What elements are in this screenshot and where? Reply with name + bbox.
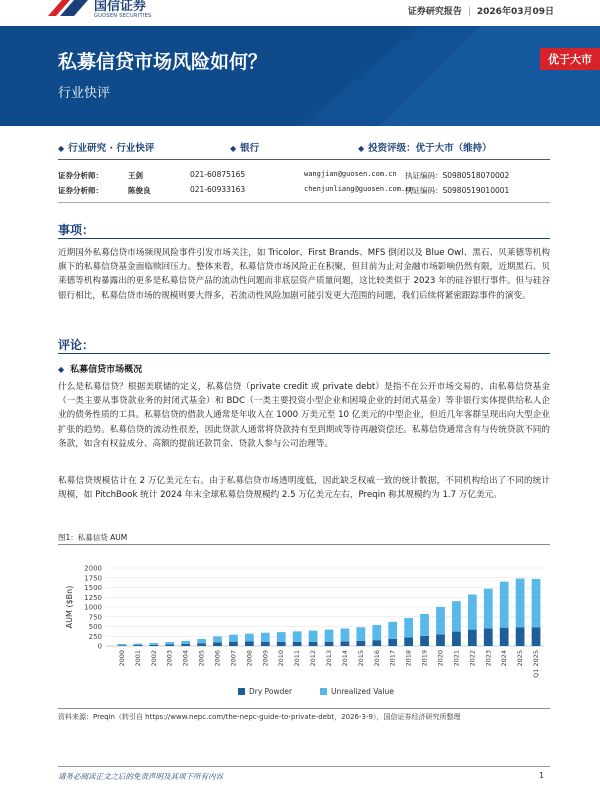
report-meta: 证券研究报告 | 2026年03月09日 xyxy=(407,7,554,17)
bar-dry-powder xyxy=(118,645,127,646)
bar-dry-powder xyxy=(341,641,350,646)
x-tick-label: 2020 xyxy=(436,650,445,667)
footer-rule xyxy=(58,766,550,767)
analyst-email: wangjian@guosen.com.cn xyxy=(304,170,397,178)
x-tick-label: 2014 xyxy=(340,650,349,667)
y-axis-label: AUM ($Bn) xyxy=(65,585,74,629)
divider xyxy=(58,202,550,203)
x-tick-label: 2025 xyxy=(516,650,525,667)
y-tick-label: 750 xyxy=(88,613,102,622)
legend-swatch xyxy=(238,688,245,695)
x-tick-label: 2023 xyxy=(484,650,493,667)
rating-badge: 优于大市 xyxy=(540,48,600,70)
legend-label: Unrealized Value xyxy=(331,687,394,696)
diamond-icon: ◆ xyxy=(230,144,237,153)
category-rating: ◆ 投资评级：优于大市（维持） xyxy=(358,143,492,154)
title-banner xyxy=(0,26,600,126)
bar-unrealized-value xyxy=(261,633,270,642)
x-tick-label: 2021 xyxy=(452,650,461,667)
bar-unrealized-value xyxy=(500,582,509,628)
diamond-icon: ◆ xyxy=(358,144,365,153)
bar-unrealized-value xyxy=(181,641,190,644)
bar-dry-powder xyxy=(388,639,397,646)
x-tick-label: 2018 xyxy=(404,650,413,667)
figure-rule xyxy=(58,544,550,545)
bar-dry-powder xyxy=(372,640,381,646)
x-tick-label: Q1 2025 xyxy=(532,650,541,678)
source-rule xyxy=(58,708,550,709)
bar-dry-powder xyxy=(309,642,318,646)
bar-unrealized-value xyxy=(356,627,365,641)
category-research: ◆ 行业研究 · 行业快评 xyxy=(58,143,155,154)
x-tick-label: 2002 xyxy=(149,650,158,667)
footer-disclaimer: 请务必阅读正文之后的免责声明及其项下所有内容 xyxy=(58,772,223,781)
bar-dry-powder xyxy=(356,641,365,646)
x-tick-label: 2000 xyxy=(117,650,126,667)
logo-name: 国信证券 xyxy=(94,0,147,14)
category-row xyxy=(58,140,550,156)
bar-unrealized-value xyxy=(325,630,334,642)
x-tick-label: 2006 xyxy=(213,650,222,667)
report-type: 证券研究报告 xyxy=(407,7,462,17)
category-sector: ◆ 银行 xyxy=(230,143,260,154)
top-bar xyxy=(0,0,600,26)
bar-unrealized-value xyxy=(118,644,127,645)
x-tick-label: 2001 xyxy=(133,650,142,667)
bar-unrealized-value xyxy=(484,589,493,629)
y-tick-label: 250 xyxy=(88,632,102,641)
x-tick-label: 2004 xyxy=(181,650,190,667)
analyst-name: 王剑 xyxy=(128,171,143,180)
bar-dry-powder xyxy=(213,642,222,646)
y-tick-label: 2000 xyxy=(84,564,102,573)
bar-dry-powder xyxy=(149,645,158,646)
bar-unrealized-value xyxy=(372,625,381,640)
x-tick-label: 2024 xyxy=(500,650,509,667)
bar-dry-powder xyxy=(404,637,413,646)
scale-paragraph: 私募信贷规模估计在 2 万亿美元左右。由于私募信贷市场透明度低，因此缺乏权威一致的统计数据，不同机构给出了不同的统计规模，如 PitchBook 统计 2024 年末全球私募信贷规模约 2.5 万亿美元左右，Preqin 称其规模约为 1.7 万亿美元。 xyxy=(58,476,550,501)
y-tick-label: 1750 xyxy=(84,574,102,583)
bar-dry-powder xyxy=(532,627,541,646)
logo xyxy=(48,0,152,20)
x-tick-label: 2017 xyxy=(388,650,397,667)
bar-unrealized-value xyxy=(213,636,222,642)
bar-unrealized-value xyxy=(277,632,286,642)
bar-unrealized-value xyxy=(532,579,541,627)
bar-unrealized-value xyxy=(436,607,445,634)
x-tick-label: 2019 xyxy=(420,650,429,667)
events-heading: 事项： xyxy=(58,223,95,237)
bar-dry-powder xyxy=(165,644,174,646)
x-tick-label: 2012 xyxy=(309,650,318,667)
x-tick-label: 2009 xyxy=(261,650,270,667)
analyst-phone: 021-60933163 xyxy=(190,185,246,194)
bar-dry-powder xyxy=(325,642,334,646)
bar-unrealized-value xyxy=(420,614,429,636)
page-number: 1 xyxy=(538,771,544,780)
bar-unrealized-value xyxy=(388,622,397,639)
x-tick-label: 2010 xyxy=(277,650,286,667)
analyst-row: 证券分析师： 王剑 021-60875165 wangjian@guosen.com.cn 执证编码：S0980518070002 xyxy=(58,170,510,180)
bar-unrealized-value xyxy=(165,642,174,644)
x-tick-label: 2016 xyxy=(372,650,381,667)
bar-dry-powder xyxy=(516,627,525,646)
bar-unrealized-value xyxy=(404,618,413,638)
x-tick-label: 2013 xyxy=(325,650,333,667)
bar-unrealized-value xyxy=(229,635,238,642)
bar-unrealized-value xyxy=(341,628,350,641)
analyst-phone: 021-60875165 xyxy=(190,170,246,179)
bar-dry-powder xyxy=(436,634,445,646)
x-tick-label: 2015 xyxy=(356,650,365,667)
x-tick-label: 2008 xyxy=(245,650,254,667)
figure-source: 资料来源：Preqin（转引自 https://www.nepc.com/the-nepc-guide-to-private-debt，2026-3-9），国信证券经济研究所整理 xyxy=(58,713,461,721)
bar-dry-powder xyxy=(245,642,254,646)
divider xyxy=(58,159,550,160)
y-tick-label: 0 xyxy=(97,642,102,651)
bar-dry-powder xyxy=(197,643,206,646)
bar-dry-powder xyxy=(261,642,270,646)
section-rule xyxy=(58,238,550,239)
diamond-icon: ◆ xyxy=(58,144,65,153)
comments-heading: 评论： xyxy=(58,338,95,352)
page-subtitle: 行业快评 xyxy=(58,86,111,101)
bar-unrealized-value xyxy=(197,639,206,643)
bar-dry-powder xyxy=(229,642,238,646)
analyst-email: chenjunliang@guosen.com.cn xyxy=(304,185,414,193)
analyst-cert: 执证编码：S0980518070002 xyxy=(405,171,510,180)
bar-unrealized-value xyxy=(309,631,318,642)
events-paragraph: 近期国外私募信贷市场频现风险事件引发市场关注，如 Tricolor、First Brands、MFS 倒闭以及 Blue Owl、黑石、贝莱德等机构旗下的私募信贷基金面临赎回压力。整体来看，私募信贷市场风险正在积聚，但目前为止对金融市场影响仍然有限，近期黑石、贝莱德等机构暴露出的更多是私募信贷产品的流动性问题而非底层资产质量问题，这比较类似于 2023 年的硅谷银行事件。但与硅谷银行相比，私募信贷市场的规模则要大得多，若流动性风险加剧可能引发更大范围的问题，我们后续将紧密跟踪事件的演变。 xyxy=(58,248,550,301)
bar-unrealized-value xyxy=(245,634,254,642)
bar-dry-powder xyxy=(500,628,509,646)
y-tick-label: 500 xyxy=(88,623,102,631)
bar-unrealized-value xyxy=(516,579,525,628)
y-tick-label: 1500 xyxy=(84,584,102,592)
bar-unrealized-value xyxy=(293,631,302,642)
bar-dry-powder xyxy=(468,630,477,646)
analyst-row: 证券分析师： 陈俊良 021-60933163 chenjunliang@guosen.com.cn 执证编码：S0980519010001 xyxy=(58,185,510,195)
x-tick-label: 2003 xyxy=(165,650,174,667)
x-tick-label: 2005 xyxy=(197,650,206,667)
analyst-name: 陈俊良 xyxy=(128,186,151,195)
bar-dry-powder xyxy=(277,642,286,646)
bar-dry-powder xyxy=(134,645,143,646)
bar-unrealized-value xyxy=(149,643,158,645)
y-tick-label: 1000 xyxy=(84,603,102,612)
logo-english: GUOSEN SECURITIES xyxy=(94,13,152,19)
bar-dry-powder xyxy=(452,632,461,646)
x-tick-label: 2022 xyxy=(468,650,477,667)
legend-label: Dry Powder xyxy=(249,687,293,696)
banner-decoration xyxy=(0,26,600,126)
figure-label: 图1：私募信贷 AUM xyxy=(58,533,128,542)
bar-dry-powder xyxy=(293,642,302,646)
report-date: 2026年03月09日 xyxy=(476,7,554,17)
logo-mark-icon xyxy=(48,0,88,16)
bar-unrealized-value xyxy=(468,595,477,630)
y-tick-label: 1250 xyxy=(84,593,102,602)
bar-dry-powder xyxy=(181,644,190,646)
subheading: ◆ 私募信贷市场概况 xyxy=(58,365,143,375)
bar-dry-powder xyxy=(420,636,429,646)
comments-paragraph: 什么是私募信贷？根据美联储的定义，私募信贷（private credit 或 private debt）是指不在公开市场交易的、由私募信贷基金（一类主要从事贷款业务的封闭式基金）和 BDC（一类主要投资小型企业和困境企业的封闭式基金）等非银行实体提供给私人企业的债务性质的工具。私募信贷的借款人通常是年收入在 1000 万美元至 10 亿美元的中型企业，但近几年客群呈现出向大型企业扩张的趋势。私募信贷的流动性很差，因此贷款人通常将贷款持有至到期或等待再融资偿还。私募信贷通常含有与传统贷款不同的条款，如含有权益成分、高额的提前还款罚金、贷款人参与公司治理等。 xyxy=(58,382,550,449)
analyst-cert: 执证编码：S0980519010001 xyxy=(405,186,510,195)
page-title: 私募信贷市场风险如何？ xyxy=(58,51,268,73)
diamond-icon: ◆ xyxy=(58,365,65,374)
bar-unrealized-value xyxy=(452,601,461,631)
legend-swatch xyxy=(320,688,327,695)
x-tick-label: 2007 xyxy=(229,650,238,667)
section-rule xyxy=(58,353,550,354)
bar-unrealized-value xyxy=(134,644,143,645)
x-tick-label: 2011 xyxy=(293,650,302,667)
bar-dry-powder xyxy=(484,628,493,646)
aum-chart xyxy=(58,548,550,706)
